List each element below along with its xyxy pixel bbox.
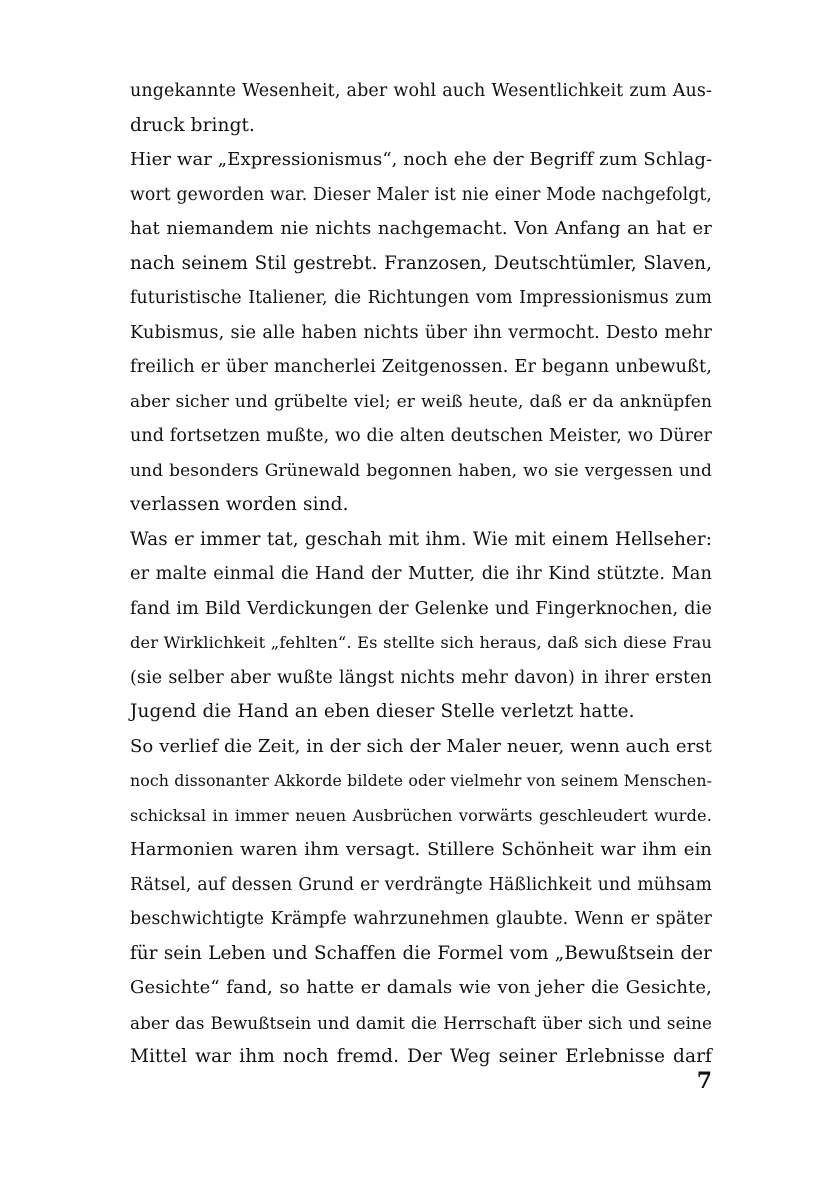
text-line-21: noch dissonanter Akkorde bildete oder vielmehr von seinem Menschen- — [130, 771, 712, 790]
text-line-11: und fortsetzen mußte, wo die alten deutschen Meister, wo Dürer — [130, 426, 712, 446]
text-line-27: Gesichte“ fand, so hatte er damals wie von jeher die Gesichte, — [130, 977, 712, 998]
text-line-29: Mittel war ihm noch fremd. Der Weg seiner Erlebnisse darf — [130, 1046, 712, 1067]
text-line-17: der Wirklichkeit „fehlten“. Es stellte sich heraus, daß sich diese Frau — [130, 633, 712, 652]
text-line-24: Rätsel, auf dessen Grund er verdrängte Häßlichkeit und mühsam — [130, 874, 712, 895]
text-line-22: schicksal in immer neuen Ausbrüchen vorwärts geschleudert wurde. — [130, 805, 712, 825]
text-line-9: freilich er über mancherlei Zeitgenossen. Er begann unbewußt, — [130, 357, 712, 377]
text-line-28: aber das Bewußtsein und damit die Herrschaft über sich und seine — [130, 1012, 712, 1033]
text-line-26: für sein Leben und Schaffen die Formel vom „Bewußtsein der — [130, 942, 712, 964]
text-line-3: Hier war „Expressionismus“, noch ehe der Begriff zum Schlag- — [130, 149, 713, 170]
text-line-1: ungekannte Wesenheit, aber wohl auch Wesentlichkeit zum Aus- — [130, 81, 712, 101]
text-line-12: und besonders Grünewald begonnen haben, wo sie vergessen und — [130, 460, 712, 481]
text-line-23: Harmonien waren ihm versagt. Stillere Schönheit war ihm ein — [130, 839, 712, 860]
text-line-13: verlassen worden sind. — [130, 494, 349, 515]
text-line-10: aber sicher und grübelte viel; er weiß heute, daß er da anknüpfen — [130, 391, 712, 412]
page-number: 7 — [696, 1068, 712, 1094]
text-line-4: wort geworden war. Dieser Maler ist nie einer Mode nachgefolgt, — [130, 184, 712, 205]
text-line-7: futuristische Italiener, die Richtungen vom Impressionismus zum — [130, 288, 712, 308]
text-line-2: druck bringt. — [130, 114, 256, 136]
text-line-8: Kubismus, sie alle haben nichts über ihn vermocht. Desto mehr — [130, 322, 712, 343]
text-line-5: hat niemandem nie nichts nachgemacht. Von Anfang an hat er — [130, 218, 712, 239]
text-line-25: beschwichtigte Krämpfe wahrzunehmen glaubte. Wenn er später — [130, 909, 712, 929]
text-line-6: nach seinem Stil gestrebt. Franzosen, Deutschtümler, Slaven, — [130, 252, 712, 274]
text-line-18: (sie selber aber wußte längst nichts mehr davon) in ihrer ersten — [130, 667, 712, 688]
text-line-14: Was er immer tat, geschah mit ihm. Wie mit einem Hellseher: — [130, 528, 712, 550]
body-text — [130, 74, 712, 1075]
text-line-15: er malte einmal die Hand der Mutter, die ihr Kind stützte. Man — [130, 564, 712, 584]
text-line-16: fand im Bild Verdickungen der Gelenke und Fingerknochen, die — [130, 598, 712, 619]
text-line-19: Jugend die Hand an eben dieser Stelle verletzt hatte. — [130, 701, 635, 722]
text-line-20: So verlief die Zeit, in der sich der Maler neuer, wenn auch erst — [130, 735, 712, 757]
